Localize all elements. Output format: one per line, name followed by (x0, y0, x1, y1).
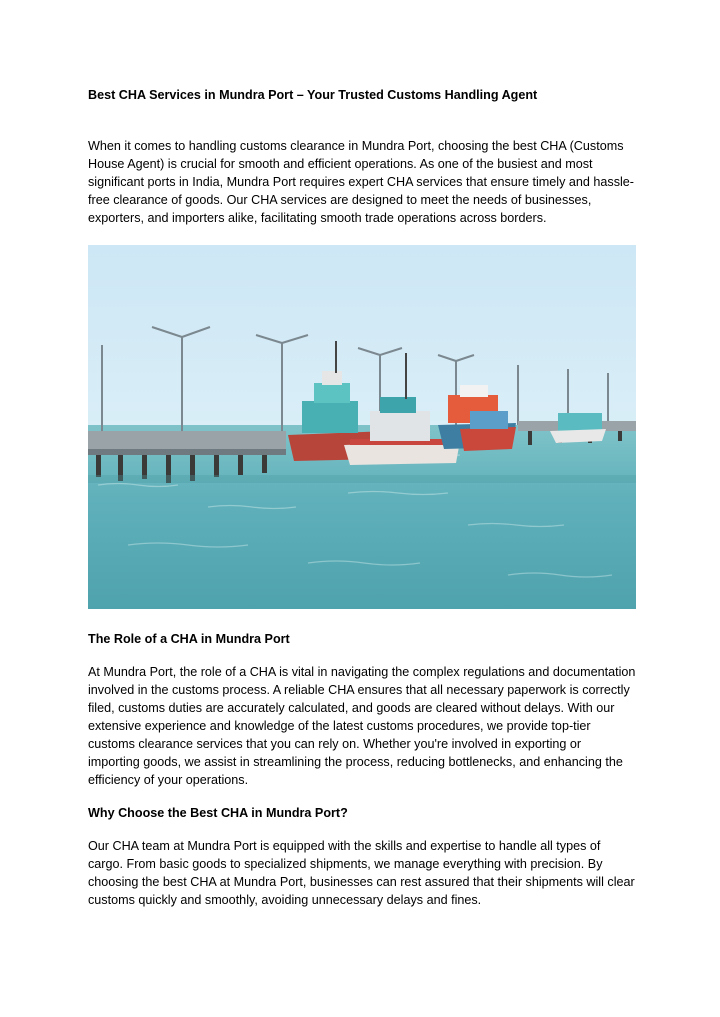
section-heading: The Role of a CHA in Mundra Port (88, 632, 290, 646)
document-page (88, 86, 636, 909)
section-heading: Why Choose the Best CHA in Mundra Port? (88, 806, 348, 820)
port-photo (88, 245, 636, 609)
document-title: Best CHA Services in Mundra Port – Your Trusted Customs Handling Agent (88, 88, 538, 102)
section-body: Our CHA team at Mundra Port is equipped with the skills and expertise to handle all types of cargo. From basic goods to specialized shipments, we manage everything with precision. By choosing the best CHA at Mundra Port, businesses can rest assured that their shipments will clear customs quickly and smoothly, avoiding unnecessary delays and fines. (88, 839, 635, 907)
intro-paragraph: When it comes to handling customs clearance in Mundra Port, choosing the best CHA (Customs House Agent) is crucial for smooth and efficient operations. As one of the busiest and most significant ports in India, Mundra Port requires expert CHA services that ensure timely and hassle-free clearance of goods. Our CHA services are designed to meet the needs of businesses, exporters, and importers alike, facilitating smooth trade operations across borders. (88, 139, 634, 225)
section-body: At Mundra Port, the role of a CHA is vital in navigating the complex regulations and documentation involved in the customs process. A reliable CHA ensures that all necessary paperwork is correctly filed, customs duties are accurately calculated, and goods are cleared without delays. With our extensive experience and knowledge of the latest customs procedures, we provide top-tier customs clearance services that you can rely on. Whether you're involved in exporting or importing goods, we assist in streamlining the process, reducing bottlenecks, and enhancing the efficiency of your operations. (88, 665, 636, 787)
